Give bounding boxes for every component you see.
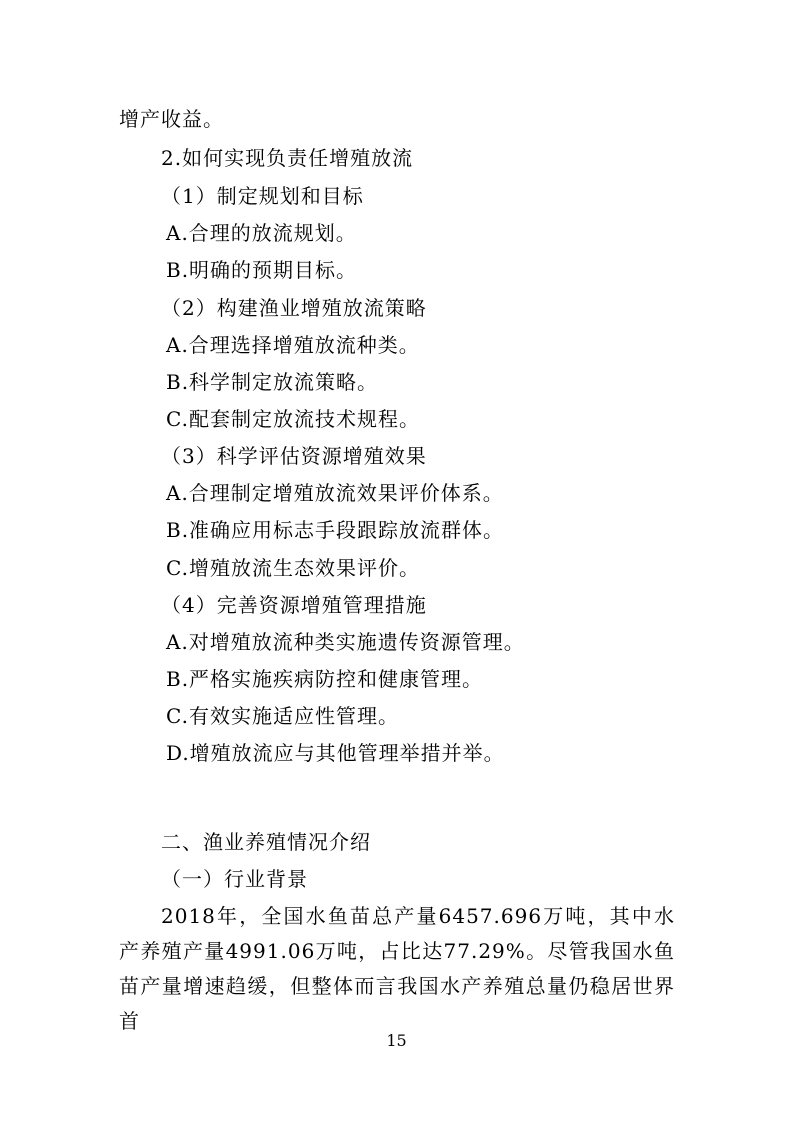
list-item: A.对增殖放流种类实施遗传资源管理。	[166, 630, 525, 654]
list-item: B.严格实施疾病防控和健康管理。	[166, 667, 484, 691]
subheading: （1）制定规划和目标	[161, 184, 364, 208]
page-number: 15	[386, 1031, 407, 1050]
list-item: C.有效实施适应性管理。	[166, 704, 399, 728]
subheading: （3）科学评估资源增殖效果	[161, 444, 427, 468]
list-item: A.合理选择增殖放流种类。	[166, 333, 420, 357]
subsection-heading: （一）行业背景	[161, 867, 308, 891]
body-paragraph: 2018年，全国水鱼苗总产量6457.696万吨，其中水产养殖产量4991.06万吨，占比达77.29%。尽管我国水鱼苗产量增速趋缓，但整体而言我国水产养殖总量仍稳居世界首	[119, 904, 675, 1033]
list-item: A.合理的放流规划。	[166, 221, 357, 245]
list-item: C.配套制定放流技术规程。	[166, 407, 420, 431]
section-heading: 二、渔业养殖情况介绍	[161, 830, 371, 854]
list-item: A.合理制定增殖放流效果评价体系。	[166, 481, 504, 505]
list-item: D.增殖放流应与其他管理举措并举。	[166, 741, 505, 765]
subheading: （2）构建渔业增殖放流策略	[161, 296, 427, 320]
list-item: B.明确的预期目标。	[166, 258, 358, 282]
list-item: C.增殖放流生态效果评价。	[166, 556, 420, 580]
subheading: 2.如何实现负责任增殖放流	[161, 146, 414, 170]
text-line: 增产收益。	[119, 107, 224, 131]
list-item: B.科学制定放流策略。	[166, 370, 379, 394]
subheading: （4）完善资源增殖管理措施	[161, 593, 427, 617]
list-item: B.准确应用标志手段跟踪放流群体。	[166, 518, 505, 542]
